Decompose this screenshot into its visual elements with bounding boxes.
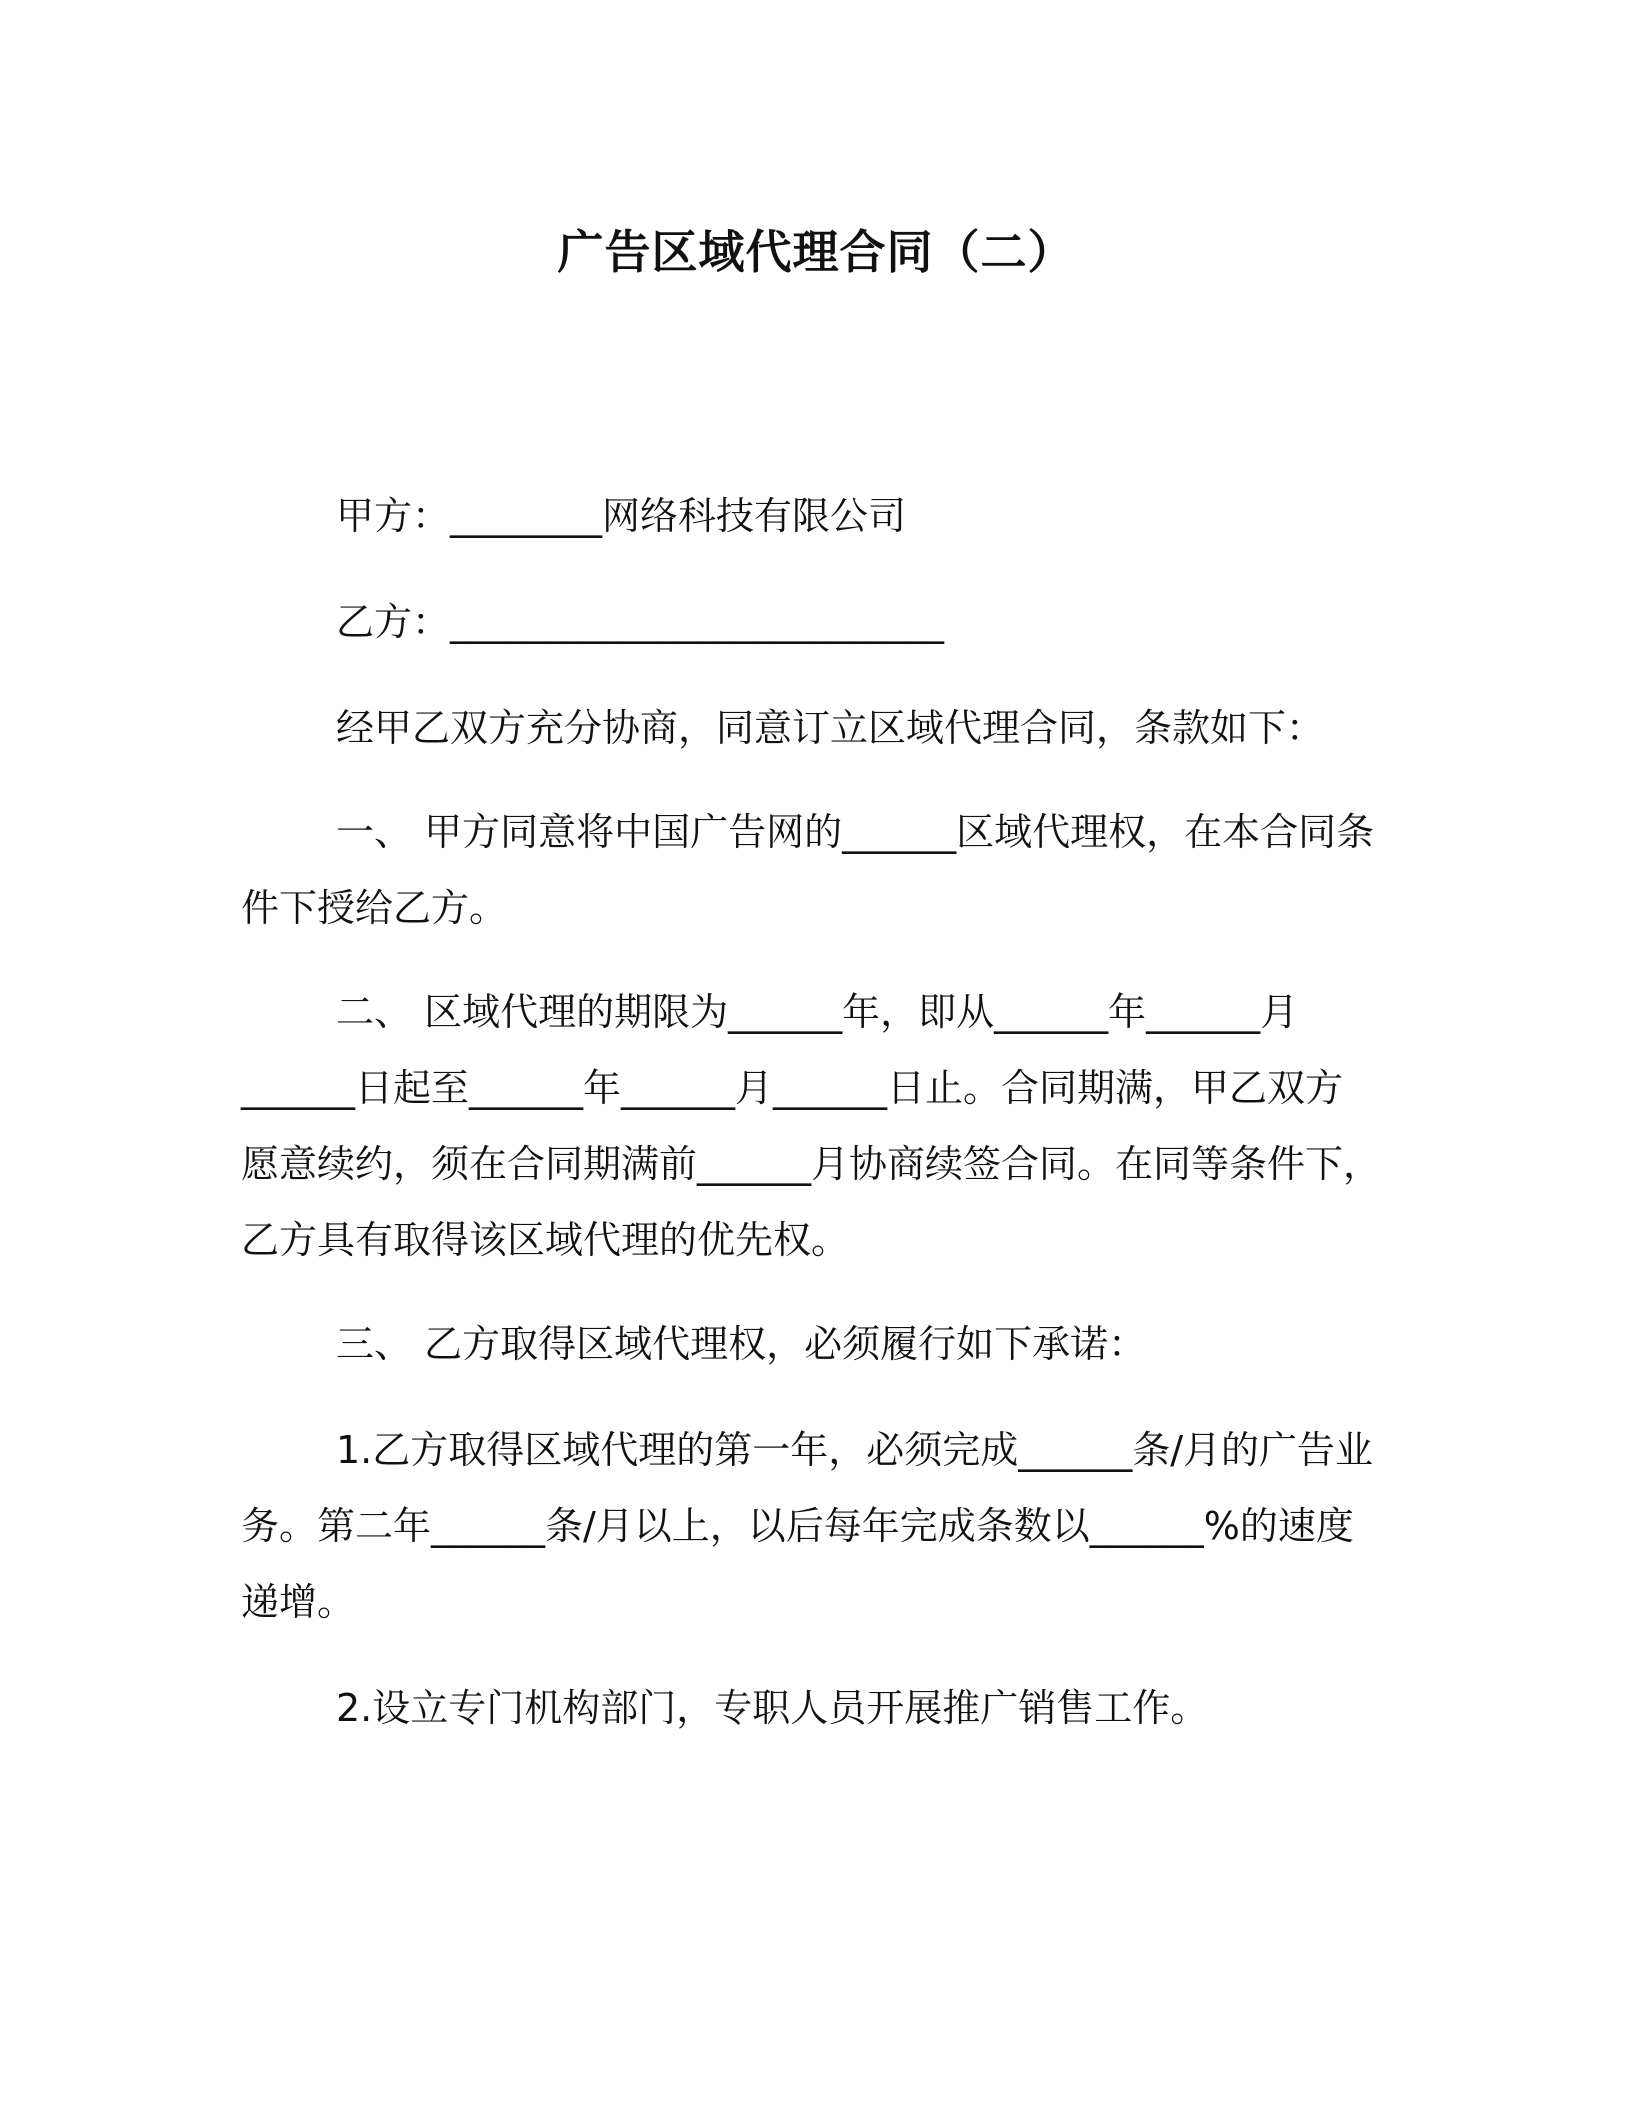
- clause-2-line-4: 乙方具有取得该区域代理的优先权。: [241, 1218, 850, 1262]
- party-a-line: 甲方：________网络科技有限公司: [336, 494, 907, 538]
- clause-3-heading: 三、 乙方取得区域代理权，必须履行如下承诺：: [336, 1322, 1147, 1366]
- clause-1-line-2: 件下授给乙方。: [241, 886, 508, 930]
- clause-3-item-1-line-3: 递增。: [241, 1580, 356, 1624]
- clause-2-line-2: ______日起至______年______月______日止。合同期满，甲乙双方: [241, 1066, 1344, 1110]
- intro-paragraph: 经甲乙双方充分协商，同意订立区域代理合同，条款如下：: [336, 706, 1325, 750]
- clause-3-item-2: 2.设立专门机构部门，专职人员开展推广销售工作。: [336, 1686, 1209, 1730]
- clause-3-item-1-line-2: 务。第二年______条/月以上，以后每年完成条数以______%的速度: [241, 1504, 1354, 1548]
- clause-2-line-3: 愿意续约，须在合同期满前______月协商续签合同。在同等条件下，: [241, 1142, 1382, 1186]
- clause-2-line-1: 二、 区域代理的期限为______年，即从______年______月: [336, 990, 1299, 1034]
- party-b-line: 乙方：__________________________: [336, 600, 945, 644]
- clause-1-line-1: 一、 甲方同意将中国广告网的______区域代理权，在本合同条: [336, 810, 1375, 854]
- page-title: 广告区域代理合同（二）: [557, 225, 1075, 279]
- clause-3-item-1-line-1: 1.乙方取得区域代理的第一年，必须完成______条/月的广告业: [336, 1428, 1374, 1472]
